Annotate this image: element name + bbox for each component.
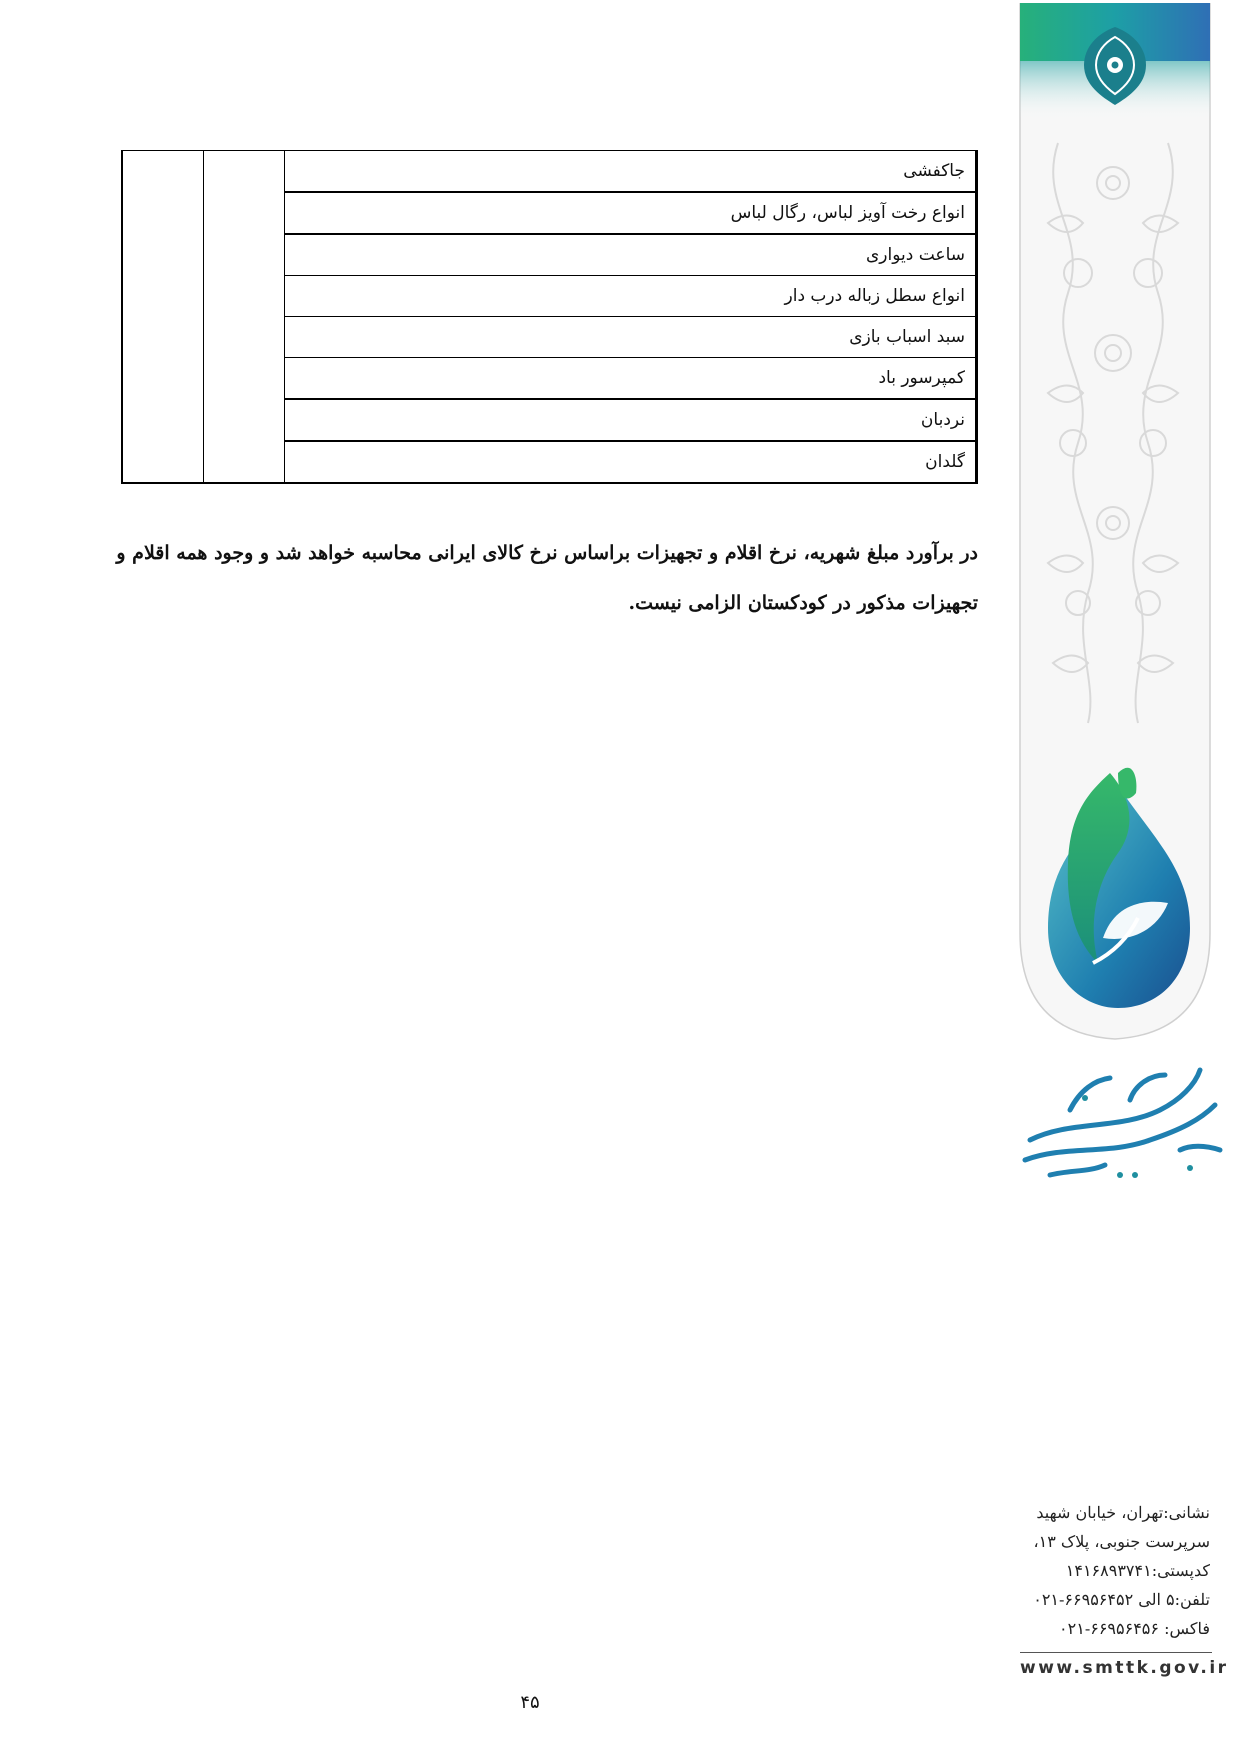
table-cell-item: گلدان [285,441,977,483]
decorative-side-band [1018,3,1212,1043]
pricing-note: در برآورد مبلغ شهریه، نرخ اقلام و تجهیزات براساس نرخ کالای ایرانی محاسبه خواهد شد و وجود همه اقلام و تجهیزات مذکور در کودکستان الزامی نیست. [116,542,978,614]
page-number: ۴۵ [520,1692,540,1713]
divider [1020,1652,1212,1653]
table-cell-item: انواع سطل زباله درب دار [285,276,977,317]
address-line: سرپرست جنوبی، پلاک ۱۳، [1033,1532,1210,1551]
address-line: نشانی:تهران، خیابان شهید [1036,1503,1210,1522]
table-row [122,151,977,193]
table-cell-item: انواع رخت آویز لباس، رگال لباس [285,192,977,234]
organization-calligraphy-logo [1010,1050,1228,1200]
fax-number: فاکس: ۶۶۹۵۶۴۵۶-۰۲۱ [1059,1619,1210,1638]
table-cell-item: نردبان [285,399,977,441]
table-cell-empty [204,151,285,484]
table-cell-empty [122,151,204,484]
table-cell-item: کمپرسور باد [285,358,977,400]
table-cell-item: سبد اسباب بازی [285,317,977,358]
postal-code: کدپستی:۱۴۱۶۸۹۳۷۴۱ [1065,1561,1210,1580]
phone-number: تلفن:۵ الی ۶۶۹۵۶۴۵۲-۰۲۱ [1033,1590,1210,1609]
contact-address [1020,1498,1210,1643]
equipment-items-table [121,150,978,484]
table-cell-item: ساعت دیواری [285,234,977,276]
table-cell-item: جاکفشی [285,151,977,193]
website-link[interactable]: www.smttk.gov.ir [1020,1658,1229,1678]
